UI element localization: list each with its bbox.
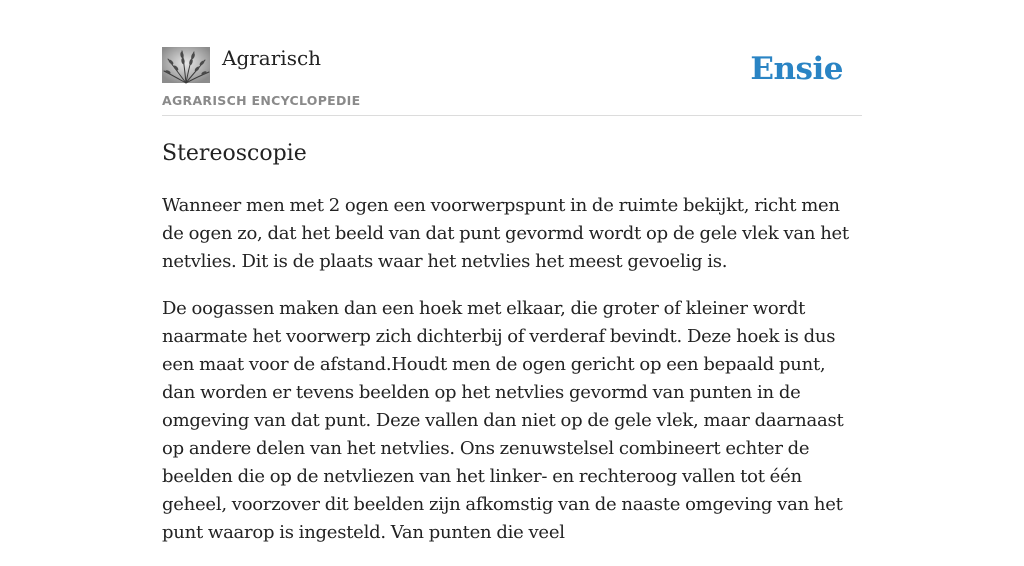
site-header (162, 0, 862, 116)
wheat-icon[interactable] (162, 47, 210, 83)
article-title: Stereoscopie (162, 141, 307, 166)
site-title[interactable]: Agrarisch (222, 46, 322, 70)
article-paragraph: De oogassen maken dan een hoek met elkaar, die groter of kleiner wordt naarmate het voorwerp zich dichterbij of verderaf bevindt. Deze hoek is dus een maat voor de afstand.Houdt men de ogen gericht op een bepaald punt, dan worden er tevens beelden op het netvlies gevormd van punten in de omgeving van dat punt. Deze vallen dan niet op de gele vlek, maar daarnaast op andere delen van het netvlies. Ons zenuwstelsel combineert echter de beelden die op de netvliezen van het linker- en rechteroog vallen tot één geheel, voorzover dit beelden zijn afkomstig van de naaste omgeving van het punt waarop is ingesteld. Van punten die veel (162, 298, 844, 543)
article-body (162, 192, 862, 566)
site-subtitle: AGRARISCH ENCYCLOPEDIE (162, 93, 361, 108)
content-container (162, 0, 862, 543)
brand-logo-link[interactable]: Ensie (750, 51, 843, 87)
article-paragraph: Wanneer men met 2 ogen een voorwerpspunt in de ruimte bekijkt, richt men de ogen zo, dat het beeld van dat punt gevormd wordt op de gele vlek van het netvlies. Dit is de plaats waar het netvlies het meest gevoelig is. (162, 195, 849, 272)
